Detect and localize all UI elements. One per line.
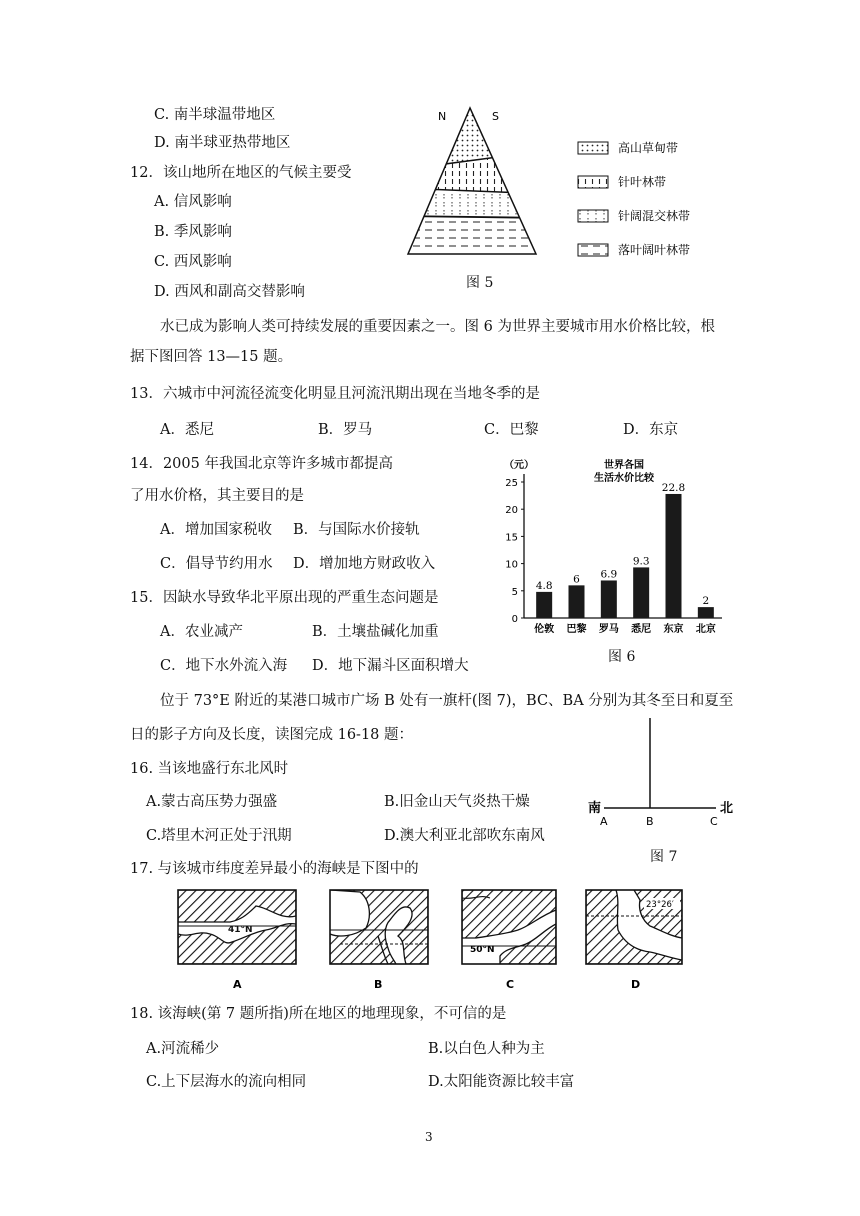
intro-16-18-line2: 日的影子方向及长度，读图完成 16-18 题：	[130, 727, 414, 743]
figure-7-caption: 图 7	[650, 849, 678, 865]
q14-option-c: C．倡导节约用水	[160, 556, 273, 572]
figure-5-caption: 图 5	[466, 275, 494, 291]
figure-6-bar-chart	[500, 456, 730, 638]
bar-巴黎	[569, 585, 585, 618]
bar-北京	[698, 607, 714, 618]
q13-stem: 13．六城市中河流径流变化明显且河流汛期出现在当地冬季的是	[130, 386, 540, 402]
x-tick-label: 东京	[663, 624, 684, 635]
y-tick-label: 10	[505, 559, 518, 571]
bar-伦敦	[536, 592, 552, 618]
q13-option-a: A．悉尼	[160, 422, 214, 438]
q16-option-b: B.旧金山天气炎热干燥	[384, 794, 530, 810]
q12-option-a: A. 信风影响	[154, 194, 232, 210]
x-tick-label: 北京	[695, 624, 716, 635]
map-a-letter: A	[233, 978, 242, 991]
q16-option-c: C.塔里木河正处于汛期	[146, 828, 292, 844]
q18-option-b: B.以白色人种为主	[428, 1041, 545, 1057]
fig5-label-n: N	[438, 110, 447, 123]
q12-stem: 12．该山地所在地区的气候主要受	[130, 165, 352, 181]
q15-option-d: D．地下漏斗区面积增大	[312, 658, 469, 674]
q14-stem-line1: 14．2005 年我国北京等许多城市都提高	[130, 456, 393, 472]
chart-title-line1: 世界各国	[604, 460, 644, 471]
q15-option-a: A．农业减产	[160, 624, 243, 640]
q18-option-d: D.太阳能资源比较丰富	[428, 1074, 575, 1090]
bar-value-label: 22.8	[661, 481, 686, 494]
intro-13-15-line2: 据下图回答 13—15 题。	[130, 349, 293, 365]
y-tick-label: 15	[505, 532, 518, 544]
bar-value-label: 4.8	[535, 579, 553, 592]
strait-map-b	[330, 890, 428, 991]
chart-title-line2: 生活水价比较	[594, 473, 654, 484]
y-tick-label: 0	[511, 614, 518, 625]
bar-value-label: 2	[702, 595, 710, 608]
fig5-legend-alpine-meadow: 高山草甸带	[618, 141, 679, 155]
x-tick-label: 巴黎	[566, 624, 587, 635]
fig5-legend-mixed-forest: 针阔混交林带	[618, 209, 691, 223]
q15-option-b: B．土壤盐碱化加重	[312, 624, 439, 640]
q18-option-c: C.上下层海水的流向相同	[146, 1074, 307, 1090]
strait-map-a	[178, 890, 296, 991]
strait-map-c	[462, 890, 556, 991]
q12-option-c: C. 西风影响	[154, 254, 232, 270]
q15-option-c: C．地下水外流入海	[160, 658, 288, 674]
x-tick-label: 伦敦	[534, 624, 555, 635]
bar-value-label: 6.9	[600, 568, 618, 581]
bar-东京	[666, 494, 682, 618]
figure-6-caption: 图 6	[608, 649, 636, 665]
q18-option-a: A.河流稀少	[146, 1041, 220, 1057]
q14-stem-line2: 了用水价格，其主要目的是	[130, 488, 304, 504]
map-c-latitude: 50°N	[470, 945, 495, 955]
y-tick-label: 25	[505, 478, 518, 489]
q13-option-b: B．罗马	[318, 422, 373, 438]
fig7-point-a: A	[600, 815, 608, 828]
y-tick-label: 20	[505, 505, 518, 517]
x-tick-label: 罗马	[598, 624, 619, 635]
bar-value-label: 9.3	[632, 555, 650, 568]
page-number: 3	[425, 1130, 433, 1144]
intro-16-18-line1: 位于 73°E 附近的某港口城市广场 B 处有一旗杆(图 7)，BC、BA 分别为其冬至日和夏至	[160, 693, 734, 709]
q12-option-d: D. 西风和副高交替影响	[154, 284, 305, 300]
strait-map-d	[586, 890, 682, 991]
map-b-letter: B	[374, 978, 383, 991]
q12-option-b: B. 季风影响	[154, 224, 232, 240]
map-a-latitude: 41°N	[228, 925, 253, 935]
figure-5-mountain-diagram	[400, 98, 720, 298]
q14-option-a: A．增加国家税收	[160, 522, 272, 538]
q13-option-c: C．巴黎	[484, 422, 539, 438]
q16-option-d: D.澳大利亚北部吹东南风	[384, 828, 545, 844]
fig7-north-label: 北	[720, 801, 734, 816]
bar-悉尼	[633, 567, 649, 618]
q11-option-d: D. 南半球亚热带地区	[154, 135, 291, 151]
map-d-latitude: 23°26′	[646, 900, 674, 910]
q13-option-d: D．东京	[623, 422, 679, 438]
fig7-point-c: C	[710, 815, 718, 828]
q17-stem: 17. 与该城市纬度差异最小的海峡是下图中的	[130, 861, 419, 877]
bar-罗马	[601, 580, 617, 618]
figure-7-flagpole	[586, 712, 746, 830]
fig5-legend-deciduous: 落叶阔叶林带	[618, 243, 691, 257]
y-tick-label: 5	[511, 586, 518, 598]
bar-value-label: 6	[573, 573, 580, 586]
q16-stem: 16. 当该地盛行东北风时	[130, 761, 289, 777]
q17-strait-maps	[170, 886, 690, 996]
intro-13-15-line1: 水已成为影响人类可持续发展的重要因素之一。图 6 为世界主要城市用水价格比较，根	[160, 319, 715, 335]
fig7-point-b: B	[646, 815, 654, 828]
y-axis-label: （元）	[504, 460, 534, 471]
fig5-label-s: S	[492, 110, 499, 123]
q14-option-b: B．与国际水价接轨	[293, 522, 420, 538]
q16-option-a: A.蒙古高压势力强盛	[146, 794, 278, 810]
fig7-south-label: 南	[588, 801, 602, 816]
q15-stem: 15．因缺水导致华北平原出现的严重生态问题是	[130, 590, 439, 606]
x-tick-label: 悉尼	[631, 624, 652, 635]
q18-stem: 18. 该海峡(第 7 题所指)所在地区的地理现象，不可信的是	[130, 1006, 507, 1022]
q11-option-c: C. 南半球温带地区	[154, 107, 276, 123]
map-c-letter: C	[506, 978, 515, 991]
q14-option-d: D．增加地方财政收入	[293, 556, 436, 572]
fig5-legend-coniferous: 针叶林带	[618, 175, 667, 189]
map-d-letter: D	[631, 978, 641, 991]
